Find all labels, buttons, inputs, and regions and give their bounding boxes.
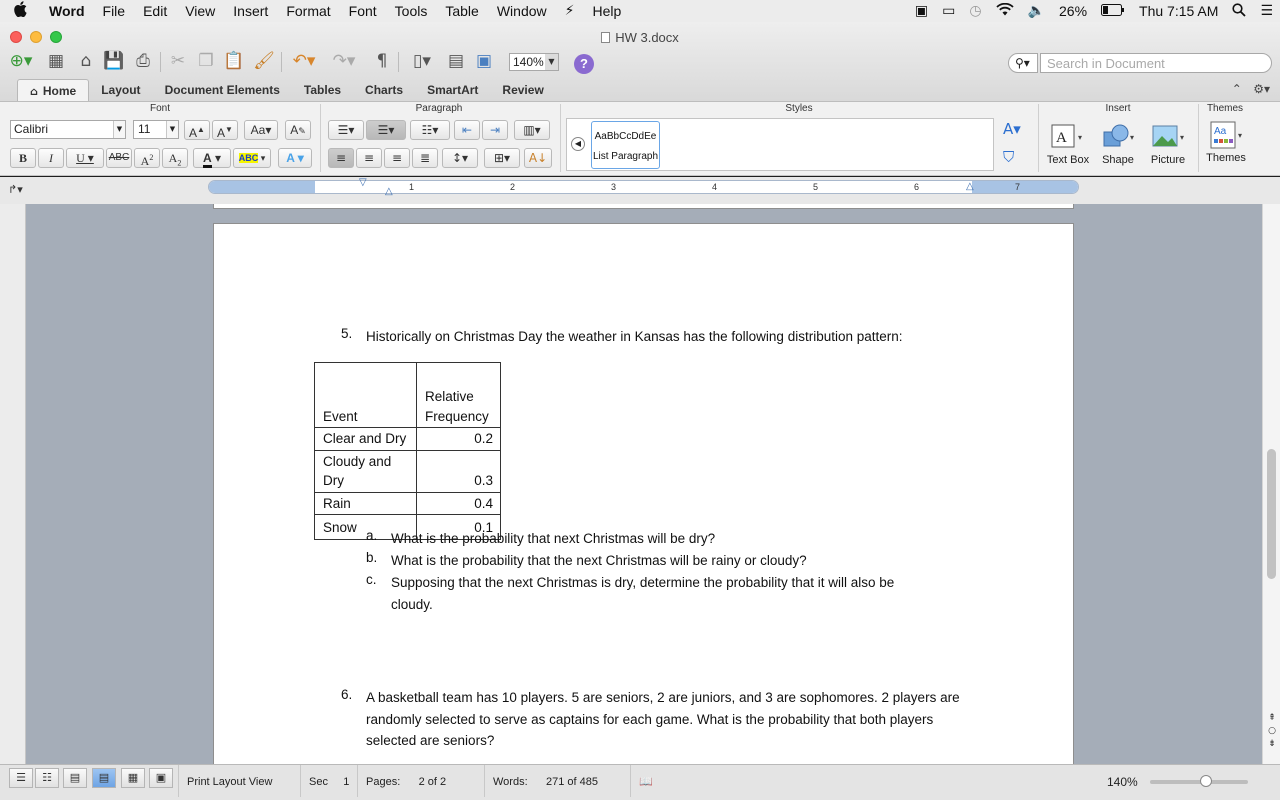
help-button[interactable]: ? bbox=[574, 54, 594, 74]
table-cell-frequency: 0.3 bbox=[417, 450, 501, 492]
group-title-paragraph: Paragraph bbox=[415, 103, 463, 114]
document-page[interactable] bbox=[213, 223, 1074, 764]
chevron-down-icon: ▼ bbox=[113, 121, 125, 138]
style-name: List Paragraph bbox=[592, 151, 659, 162]
line-spacing-button[interactable]: ↕▾ bbox=[442, 148, 478, 168]
next-page-icon[interactable]: ⇟ bbox=[1268, 739, 1276, 749]
frequency-table[interactable] bbox=[314, 362, 501, 540]
borders-button[interactable]: ⊞▾ bbox=[484, 148, 520, 168]
align-left-button[interactable]: ≡ bbox=[328, 148, 354, 168]
svg-text:Aa: Aa bbox=[1214, 126, 1227, 137]
header-text: Relative Frequency bbox=[425, 389, 489, 424]
document-title-text: HW 3.docx bbox=[615, 30, 679, 45]
picture-icon bbox=[1143, 122, 1193, 150]
toolbox-icon[interactable]: ▣ bbox=[475, 51, 493, 71]
superscript-button[interactable]: $A^2$ bbox=[134, 148, 160, 168]
themes-icon bbox=[1201, 120, 1251, 148]
print-layout-view-icon[interactable]: ▤ bbox=[92, 768, 116, 788]
text-box-label: Text Box bbox=[1046, 154, 1090, 166]
table-cell-frequency: 0.4 bbox=[417, 492, 501, 515]
increase-indent-button[interactable]: ⇥ bbox=[482, 120, 508, 140]
zoom-percentage: 140% bbox=[1107, 775, 1138, 789]
search-icon[interactable]: ⚲▾ bbox=[1008, 53, 1038, 73]
subquestion-text: What is the probability that the next Christmas will be rainy or cloudy? bbox=[391, 553, 807, 568]
spotlight-search-icon[interactable] bbox=[1232, 3, 1246, 20]
format-painter-icon[interactable]: 🖌 bbox=[253, 51, 275, 71]
home-icon: ⌂ bbox=[30, 85, 38, 98]
columns-button[interactable]: ▥▾ bbox=[514, 120, 550, 140]
copy-icon[interactable]: ❐ bbox=[198, 51, 214, 71]
strikethrough-button[interactable]: ABC bbox=[106, 148, 132, 168]
group-divider bbox=[560, 104, 561, 172]
grow-font-button[interactable]: A▲ bbox=[184, 120, 210, 140]
picture-label: Picture bbox=[1150, 154, 1186, 166]
menu-help[interactable]: Help bbox=[592, 3, 622, 19]
menu-view[interactable]: View bbox=[185, 3, 216, 19]
zoom-slider[interactable] bbox=[1150, 780, 1248, 784]
table-row bbox=[315, 492, 501, 515]
ruler-number: 4 bbox=[712, 182, 718, 192]
time-machine-icon[interactable]: ◷ bbox=[969, 3, 982, 19]
tab-tables[interactable]: Tables bbox=[303, 83, 342, 97]
notification-center-icon[interactable]: ☰ bbox=[1260, 3, 1273, 19]
draft-view-icon[interactable]: ☰ bbox=[9, 768, 33, 788]
insert-shape-button[interactable] bbox=[1093, 122, 1143, 166]
zoom-value: 140% bbox=[513, 55, 544, 69]
group-divider bbox=[1198, 104, 1199, 172]
menu-insert[interactable]: Insert bbox=[233, 3, 269, 19]
tab-charts[interactable]: Charts bbox=[365, 83, 404, 97]
svg-text:▾: ▾ bbox=[1238, 131, 1243, 140]
menu-file[interactable]: File bbox=[102, 3, 126, 19]
shape-label: Shape bbox=[1102, 154, 1134, 166]
vertical-ruler bbox=[0, 204, 26, 764]
word-count[interactable] bbox=[484, 765, 629, 797]
window-titlebar bbox=[0, 22, 1280, 102]
highlight-button[interactable]: ABC ▾ bbox=[233, 148, 271, 168]
templates-icon[interactable]: ▦ bbox=[47, 51, 65, 71]
group-title-themes: Themes bbox=[1206, 103, 1244, 114]
hanging-indent-marker[interactable]: △ bbox=[385, 186, 393, 197]
right-margin-shading bbox=[972, 181, 1079, 194]
words-value: 271 of 485 bbox=[545, 776, 598, 788]
svg-text:▾: ▾ bbox=[1078, 133, 1083, 142]
ruler-number: 6 bbox=[914, 182, 920, 192]
table-header-row bbox=[315, 363, 501, 428]
status-bar bbox=[0, 764, 1280, 800]
text-effects-button[interactable]: A ▾ bbox=[278, 148, 312, 168]
first-line-indent-marker[interactable]: ▽ bbox=[359, 177, 367, 188]
standard-toolbar bbox=[0, 46, 1280, 78]
bold-button[interactable]: B bbox=[10, 148, 36, 168]
mission-control-icon[interactable]: ▣ bbox=[914, 3, 929, 19]
spelling-check-icon[interactable]: 📖 bbox=[630, 765, 670, 797]
style-sample: AaBbCcDdEe bbox=[594, 131, 657, 142]
new-document-icon[interactable]: ⊕▾ bbox=[9, 51, 33, 71]
apple-menu-icon[interactable] bbox=[0, 1, 40, 21]
bullets-button[interactable]: ☰▾ bbox=[328, 120, 364, 140]
script-menu-icon[interactable]: ⚡ bbox=[564, 3, 575, 19]
toolbar-divider bbox=[281, 52, 282, 72]
themes-label: Themes bbox=[1206, 152, 1246, 164]
font-size-value: 11 bbox=[138, 122, 151, 136]
change-case-button[interactable]: Aa▾ bbox=[244, 120, 278, 140]
table-cell-event: Snow bbox=[315, 515, 417, 540]
table-header-cell bbox=[417, 363, 501, 428]
group-divider bbox=[320, 104, 321, 172]
ribbon-tabs bbox=[0, 78, 1280, 101]
battery-icon[interactable] bbox=[1101, 3, 1125, 19]
scrollbar-thumb[interactable] bbox=[1267, 449, 1276, 579]
list-number: 5. bbox=[341, 326, 353, 341]
question-text: Historically on Christmas Day the weather in Kansas has the following distribution pattern: bbox=[366, 329, 903, 344]
tab-label: Home bbox=[42, 84, 77, 98]
document-icon bbox=[601, 32, 610, 43]
style-list-paragraph[interactable] bbox=[591, 121, 660, 169]
align-right-button[interactable]: ≡ bbox=[384, 148, 410, 168]
list-letter: a. bbox=[366, 528, 378, 543]
collapse-ribbon-icon[interactable]: ⌃ bbox=[1231, 82, 1242, 96]
menu-window[interactable]: Window bbox=[496, 3, 547, 19]
multilevel-list-button[interactable]: ☷▾ bbox=[410, 120, 450, 140]
redo-icon[interactable]: ↷▾ bbox=[332, 51, 356, 71]
left-margin-shading bbox=[209, 181, 315, 194]
ruler-number: 7 bbox=[1015, 182, 1021, 192]
decrease-indent-button[interactable]: ⇤ bbox=[454, 120, 480, 140]
document-canvas bbox=[0, 204, 1280, 764]
ruler-number: 3 bbox=[611, 182, 617, 192]
media-browser-icon[interactable]: ▤ bbox=[447, 51, 465, 71]
table-cell-event: Clear and Dry bbox=[315, 428, 417, 451]
page-navigation bbox=[1265, 712, 1279, 751]
menu-edit[interactable]: Edit bbox=[143, 3, 168, 19]
question-text: A basketball team has 10 players. 5 are seniors, 2 are juniors, and 3 are sophomores. 2 players are randomly selected to serve as captains for each game. What is the probability that both players selected are seniors? bbox=[366, 690, 960, 748]
subquestion-text: What is the probability that next Christmas will be dry? bbox=[391, 531, 716, 546]
search-input[interactable] bbox=[1040, 53, 1272, 73]
volume-icon[interactable]: 🔈 bbox=[1027, 3, 1046, 19]
print-icon[interactable]: ⎙ bbox=[136, 51, 150, 71]
tab-document-elements[interactable]: Document Elements bbox=[164, 83, 280, 97]
font-color-button[interactable]: A ▾ bbox=[193, 148, 231, 168]
numbering-button[interactable]: ☰▾ bbox=[366, 120, 406, 140]
insert-text-box-button[interactable] bbox=[1043, 122, 1093, 166]
clock[interactable]: Thu 7:15 AM bbox=[1139, 3, 1219, 19]
list-number: 6. bbox=[341, 687, 353, 702]
subscript-button[interactable]: $A_2$ bbox=[162, 148, 188, 168]
outline-view-icon[interactable]: ☷ bbox=[35, 768, 59, 788]
pages-label: Pages: bbox=[366, 776, 401, 788]
publishing-view-icon[interactable]: ▤ bbox=[63, 768, 87, 788]
font-name-select[interactable] bbox=[10, 120, 126, 139]
table-cell-event: Rain bbox=[315, 492, 417, 515]
airplay-icon[interactable]: ▭ bbox=[942, 3, 956, 19]
shrink-font-button[interactable]: A▼ bbox=[212, 120, 238, 140]
save-icon[interactable]: 💾 bbox=[103, 51, 125, 71]
subquestion-text: Supposing that the next Christmas is dry, determine the probability that it will also be cloudy. bbox=[391, 575, 895, 612]
cell-text: Cloudy and Dry bbox=[323, 453, 392, 488]
document-title bbox=[0, 30, 1280, 45]
shape-icon bbox=[1093, 122, 1143, 150]
tab-layout[interactable]: Layout bbox=[101, 83, 141, 97]
tab-stop-selector[interactable]: ↱▾ bbox=[8, 183, 23, 196]
horizontal-ruler[interactable] bbox=[208, 180, 1079, 194]
battery-percent: 26% bbox=[1059, 3, 1088, 19]
svg-text:▾: ▾ bbox=[1180, 133, 1185, 142]
table-row bbox=[315, 428, 501, 451]
page-indicator[interactable] bbox=[357, 765, 483, 797]
font-name-value: Calibri bbox=[14, 122, 49, 136]
group-title-styles: Styles bbox=[785, 103, 813, 114]
previous-page-icon[interactable]: ⇞ bbox=[1268, 713, 1276, 723]
wifi-icon[interactable] bbox=[996, 3, 1014, 19]
sidebar-toggle-icon[interactable]: ▯▾ bbox=[413, 51, 431, 71]
justify-button[interactable]: ≣ bbox=[412, 148, 438, 168]
group-divider bbox=[1038, 104, 1039, 172]
paste-icon[interactable]: 📋 bbox=[223, 51, 245, 71]
ruler-number: 5 bbox=[813, 182, 819, 192]
underline-button[interactable]: U ▾ bbox=[66, 148, 104, 168]
ruler-number: 2 bbox=[510, 182, 516, 192]
list-letter: b. bbox=[366, 550, 378, 565]
svg-text:A: A bbox=[1056, 130, 1067, 146]
search-box bbox=[1008, 53, 1272, 73]
cut-icon[interactable]: ✂ bbox=[170, 51, 186, 71]
table-cell-frequency: 0.2 bbox=[417, 428, 501, 451]
clear-formatting-button[interactable]: A✎ bbox=[285, 120, 311, 140]
menu-app-name[interactable]: Word bbox=[49, 3, 85, 19]
sort-button[interactable]: A↓ bbox=[524, 148, 552, 168]
menu-table[interactable]: Table bbox=[445, 3, 479, 19]
svg-text:▾: ▾ bbox=[1130, 133, 1135, 142]
ribbon-options bbox=[1232, 82, 1270, 96]
table-header-cell: Event bbox=[315, 363, 417, 428]
focus-view-icon[interactable]: ▣ bbox=[149, 768, 173, 788]
styles-prev-icon[interactable]: ◀ bbox=[571, 137, 585, 151]
menu-format[interactable]: Format bbox=[286, 3, 331, 19]
text-box-icon bbox=[1043, 122, 1093, 150]
insert-picture-button[interactable] bbox=[1143, 122, 1193, 166]
vertical-scrollbar[interactable] bbox=[1262, 204, 1280, 764]
menu-tools[interactable]: Tools bbox=[394, 3, 428, 19]
table-cell-frequency: 0.1 bbox=[417, 515, 501, 540]
group-title-font: Font bbox=[149, 103, 170, 114]
section-indicator bbox=[300, 765, 356, 797]
tab-home[interactable] bbox=[17, 79, 89, 101]
ribbon bbox=[0, 102, 1280, 176]
italic-button[interactable]: I bbox=[38, 148, 64, 168]
themes-button[interactable] bbox=[1201, 120, 1251, 164]
menu-font[interactable]: Font bbox=[348, 3, 377, 19]
notebook-view-icon[interactable]: ▦ bbox=[121, 768, 145, 788]
chevron-down-icon: ▼ bbox=[545, 54, 558, 70]
open-folder-icon[interactable]: ⌂ bbox=[80, 51, 92, 71]
previous-page bbox=[213, 204, 1074, 209]
browse-object-icon[interactable]: ○ bbox=[1268, 726, 1276, 736]
section-label: Sec bbox=[309, 776, 328, 788]
gear-icon[interactable]: ⚙▾ bbox=[1253, 82, 1270, 96]
font-size-select[interactable] bbox=[133, 120, 179, 139]
right-indent-marker[interactable]: △ bbox=[966, 181, 974, 192]
undo-icon[interactable]: ↶▾ bbox=[292, 51, 316, 71]
styles-pane-icon[interactable]: A▾ bbox=[1003, 120, 1021, 138]
ruler-row bbox=[0, 177, 1280, 204]
tab-review[interactable]: Review bbox=[502, 83, 544, 97]
zoom-select[interactable] bbox=[509, 53, 559, 71]
table-cell-event bbox=[315, 450, 417, 492]
tab-smartart[interactable]: SmartArt bbox=[427, 83, 479, 97]
chevron-down-icon: ▼ bbox=[166, 121, 178, 138]
table-row bbox=[315, 450, 501, 492]
group-title-insert: Insert bbox=[1105, 103, 1131, 114]
view-name: Print Layout View bbox=[178, 765, 298, 797]
ruler-number: 1 bbox=[409, 182, 415, 192]
toolbar-divider bbox=[398, 52, 399, 72]
show-formatting-icon[interactable]: ¶ bbox=[376, 51, 388, 71]
section-value: 1 bbox=[343, 776, 350, 788]
list-letter: c. bbox=[366, 572, 377, 587]
zoom-slider-knob[interactable] bbox=[1200, 775, 1212, 787]
toolbar-divider bbox=[160, 52, 161, 72]
menu-bar bbox=[0, 0, 1280, 22]
align-center-button[interactable]: ≡ bbox=[356, 148, 382, 168]
words-label: Words: bbox=[493, 776, 528, 788]
pages-value: 2 of 2 bbox=[418, 776, 447, 788]
manage-styles-icon[interactable]: ⛉ bbox=[1003, 148, 1015, 166]
